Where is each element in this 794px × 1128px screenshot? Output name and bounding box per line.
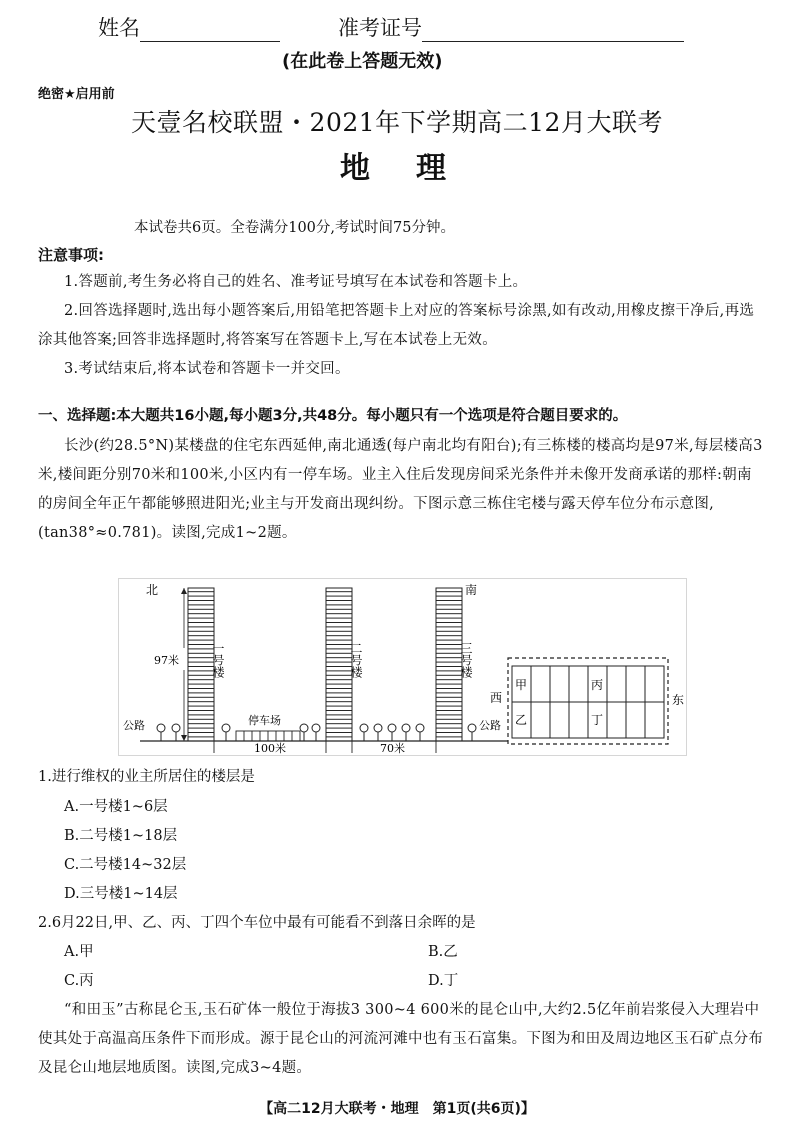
parking-lot-shape (236, 731, 300, 741)
section1-title: 一、选择题:本大题共16小题,每小题3分,共48分。每小题只有一个选项是符合题目要求的。 (38, 408, 628, 424)
q2-option-c[interactable]: C.丙 (64, 973, 94, 989)
q1-option-a[interactable]: A.一号楼1~6层 (64, 799, 168, 815)
label-spot-jia: 甲 (515, 678, 528, 692)
q1-option-b[interactable]: B.二号楼1~18层 (64, 828, 178, 844)
exam-intro: 本试卷共6页。全卷满分100分,考试时间75分钟。 (134, 220, 455, 236)
subject-title: 地 理 (340, 151, 454, 186)
label-building-2: 二号楼 (349, 642, 363, 678)
label-dist-2: 70米 (380, 742, 405, 755)
parking-spots-grid (512, 666, 664, 738)
id-label: 准考证号 (338, 16, 422, 40)
id-label-row (338, 12, 684, 42)
name-label: 姓名 (98, 16, 140, 40)
label-building-3: 三号楼 (459, 642, 473, 678)
q2-option-d[interactable]: D.丁 (428, 973, 459, 989)
q1-option-c[interactable]: C.二号楼14~32层 (64, 857, 187, 873)
label-parking: 停车场 (248, 714, 281, 727)
q1-option-d[interactable]: D.三号楼1~14层 (64, 886, 178, 902)
label-road-left: 公路 (123, 719, 145, 732)
passage-1: 长沙(约28.5°N)某楼盘的住宅东西延伸,南北通透(每户南北均有阳台);有三栋楼的楼高均是97米,每层楼高3米,楼间距分别70米和100米,小区内有一停车场。业主入住后发现房间采光条件并未像开发商承诺的那样:朝南的房间全年正午都能够照进阳光;业主与开发商出现纠纷。下图示意三栋住宅楼与露天停车位分布示意图,(tan38°≈0.781)。读图,完成1~2题。 (38, 438, 763, 541)
exam-title: 天壹名校联盟・2021年下学期高二12月大联考 (131, 108, 663, 137)
secret-mark: 绝密★启用前 (38, 87, 115, 102)
notice-item-1: 1.答题前,考生务必将自己的姓名、准考证号填写在本试卷和答题卡上。 (64, 274, 528, 290)
label-west: 西 (490, 691, 503, 705)
invalid-note: (在此卷上答题无效) (282, 51, 443, 72)
passage-2: “和田玉”古称昆仑玉,玉石矿体一般位于海拔3 300~4 600米的昆仑山中,大约2.5亿年前岩浆侵入大理岩中使其处于高温高压条件下而形成。源于昆仑山的河流河滩中也有玉石富集。下图为和田及周边地区玉石矿点分布及昆仑山地层地质图。读图,完成3~4题。 (38, 1002, 764, 1076)
label-north: 北 (146, 583, 159, 597)
q2-option-b[interactable]: B.乙 (428, 944, 458, 960)
label-spot-ding: 丁 (591, 713, 604, 727)
label-road-right: 公路 (479, 719, 501, 732)
label-dist-1: 100米 (254, 742, 286, 755)
q2-stem: 2.6月22日,甲、乙、丙、丁四个车位中最有可能看不到落日余晖的是 (38, 915, 476, 931)
label-spot-yi: 乙 (515, 713, 528, 727)
q1-stem: 1.进行维权的业主所居住的楼层是 (38, 769, 255, 785)
building-figure (118, 578, 688, 756)
label-building-1: 一号楼 (211, 642, 225, 678)
label-east: 东 (672, 693, 685, 707)
q2-option-a[interactable]: A.甲 (64, 944, 94, 960)
page-footer: 【高二12月大联考・地理 第1页(共6页)】 (259, 1101, 535, 1117)
notice-title: 注意事项: (38, 246, 104, 264)
id-blank[interactable] (422, 19, 684, 42)
label-height: 97米 (154, 654, 179, 667)
notice-item-3: 3.考试结束后,将本试卷和答题卡一并交回。 (64, 361, 350, 377)
notice-item-2: 2.回答选择题时,选出每小题答案后,用铅笔把答题卡上对应的答案标号涂黑,如有改动,用橡皮擦干净后,再选涂其他答案;回答非选择题时,将答案写在答题卡上,写在本试卷上无效。 (38, 303, 755, 348)
label-spot-bing: 丙 (591, 678, 604, 692)
label-south: 南 (465, 583, 478, 597)
name-label-row (98, 12, 280, 42)
name-blank[interactable] (140, 19, 280, 42)
